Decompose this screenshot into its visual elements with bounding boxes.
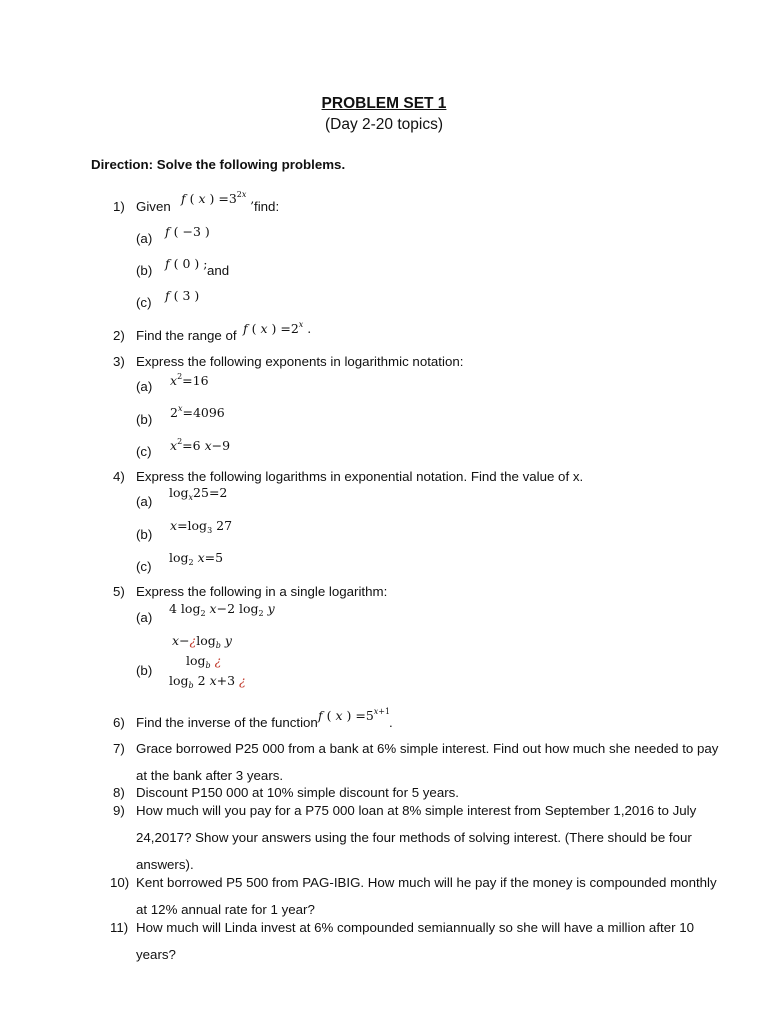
problem-7-line1: Grace borrowed P25 000 from a bank at 6% simple interest. Find out how much she needed to pay <box>136 741 719 756</box>
problem-4a-label: (a) <box>136 494 153 509</box>
problem-4c-math: $\log_2 x=5$ <box>169 550 224 567</box>
problem-8-number: 8) <box>113 785 125 800</box>
problem-4a-math: $\log_x25=2$ <box>169 485 228 502</box>
problem-2-number: 2) <box>113 328 125 343</box>
problem-6-math: f ( x ) $=5^{x+1}$ <box>318 707 391 723</box>
problem-1-given: Given <box>136 199 171 214</box>
problem-1c-label: (c) <box>136 295 152 310</box>
problem-9-line2: 24,2017? Show your answers using the four methods of solving interest. (There should be four <box>136 830 692 845</box>
problem-1-find: find: <box>254 199 280 214</box>
problem-1b-math: f ( 0 ) ; <box>165 256 208 271</box>
problem-5a-label: (a) <box>136 610 153 625</box>
problem-6-text: Find the inverse of the function <box>136 715 318 730</box>
problem-5-number: 5) <box>113 584 125 599</box>
problem-4-text: Express the following logarithms in exponential notation. Find the value of x. <box>136 469 584 484</box>
problem-8-text: Discount P150 000 at 10% simple discount for 5 years. <box>136 785 459 800</box>
problem-3b-label: (b) <box>136 412 153 427</box>
problem-5b-math-line1: $x-¿\log_b$ y <box>172 633 232 650</box>
problem-10-line2: at 12% annual rate for 1 year? <box>136 902 315 917</box>
problem-1a-math: f ( −3 ) <box>165 224 210 239</box>
problem-3a-math: $x^2=16$ <box>170 372 209 388</box>
problem-9-line1: How much will you pay for a P75 000 loan at 8% simple interest from September 1,2016 to July <box>136 803 697 818</box>
problem-1c-math: f ( 3 ) <box>165 288 200 303</box>
problem-5a-math: 4 $\log_2 x-2$ $\log_2 y$ <box>169 601 275 618</box>
problem-4b-math: $x=\log_3$ 27 <box>170 518 233 535</box>
problem-1b-and: and <box>207 263 230 278</box>
problem-4-number: 4) <box>113 469 125 484</box>
problem-3-text: Express the following exponents in logarithmic notation: <box>136 354 464 369</box>
problem-5b-math-line3: $\log_b 2$ x+3 ¿ <box>169 673 246 690</box>
problem-11-number: 11) <box>110 920 129 935</box>
problem-7-number: 7) <box>113 741 125 756</box>
problem-2-math: f ( x ) $=2^x$ . <box>243 320 312 336</box>
problem-3c-math: $x^2=6$ x−9 <box>170 437 231 453</box>
problem-3a-label: (a) <box>136 379 153 394</box>
problem-4c-label: (c) <box>136 559 152 574</box>
page-subtitle: (Day 2-20 topics) <box>324 116 443 133</box>
problem-4b-label: (b) <box>136 527 153 542</box>
problem-10-number: 10) <box>110 875 130 890</box>
problem-11-line1: How much will Linda invest at 6% compounded semiannually so she will have a million after 10 <box>136 920 695 935</box>
problem-11-line2: years? <box>136 947 176 962</box>
problem-7-line2: at the bank after 3 years. <box>136 768 284 783</box>
problem-1b-label: (b) <box>136 263 153 278</box>
problem-5-text: Express the following in a single logarithm: <box>136 584 388 599</box>
problem-2-text: Find the range of <box>136 328 237 343</box>
page-title: PROBLEM SET 1 <box>321 95 447 112</box>
problem-10-line1: Kent borrowed P5 500 from PAG-IBIG. How much will he pay if the money is compounded monthly <box>136 875 717 890</box>
problem-3-number: 3) <box>113 354 125 369</box>
problem-3c-label: (c) <box>136 444 152 459</box>
problem-9-number: 9) <box>113 803 125 818</box>
problem-3b-math: $2^x=4096$ <box>170 404 225 420</box>
problem-1-number: 1) <box>113 199 125 214</box>
problem-9-line3: answers). <box>136 857 194 872</box>
problem-1a-label: (a) <box>136 231 153 246</box>
problem-1-function: f ( x ) $=3^{2x}$ , <box>181 190 255 206</box>
direction-text: Direction: Solve the following problems. <box>91 157 346 172</box>
problem-6-period: . <box>389 715 393 730</box>
problem-6-number: 6) <box>113 715 125 730</box>
problem-5b-label: (b) <box>136 663 153 678</box>
problem-5b-math-line2: $\log_b$ ¿ <box>186 653 222 670</box>
